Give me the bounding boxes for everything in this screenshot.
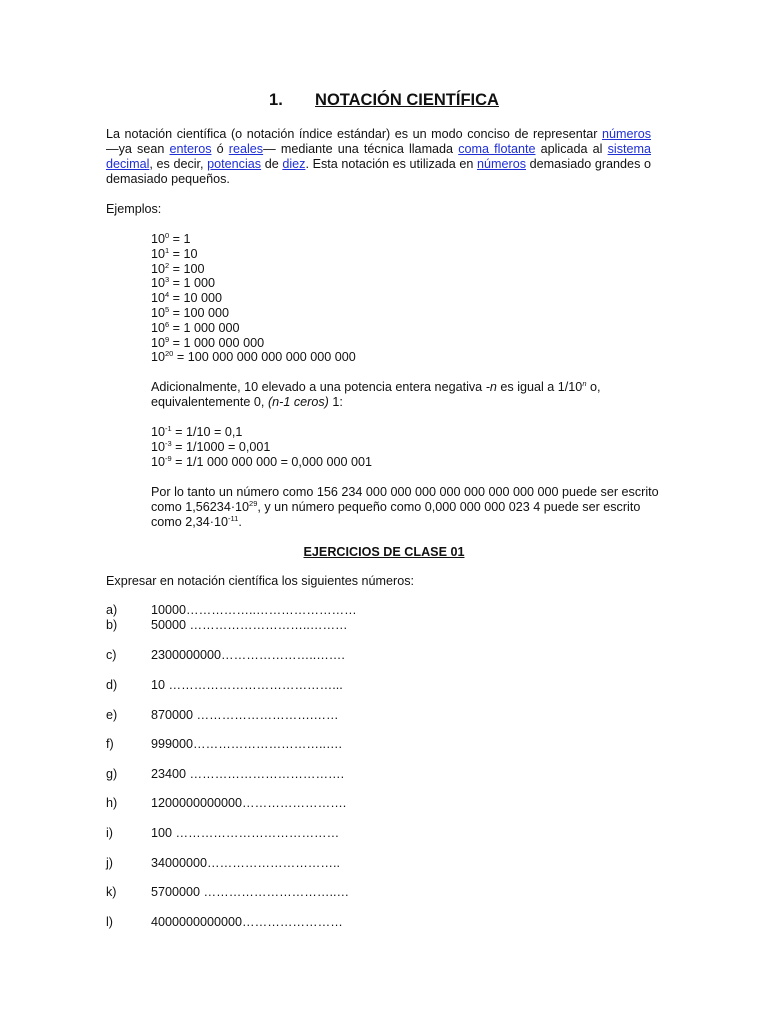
power-exp: 0	[165, 231, 170, 240]
exercise-item	[106, 737, 342, 752]
link-sistema-decimal[interactable]: sistema decimal	[106, 142, 651, 171]
exercise-text: 4000000000000……………………	[151, 915, 343, 929]
intro-text: de	[261, 157, 283, 171]
power-exp: 2	[165, 260, 170, 270]
power-base: 10	[151, 305, 166, 320]
exercise-text: 2300000000…………………..…….	[151, 648, 345, 662]
power-base: 10	[151, 335, 166, 350]
intro-text: . Esta notación es utilizada en	[305, 157, 477, 171]
intro-text: aplicada al	[535, 142, 608, 156]
power-row	[151, 247, 356, 262]
exercise-text: 5700000 …………………………..…	[151, 885, 350, 899]
exercise-item	[106, 648, 345, 663]
ejercicios-title: EJERCICIOS DE CLASE 01	[303, 545, 465, 559]
power-base: 10	[151, 350, 166, 365]
power-base: 10	[151, 232, 166, 246]
exercise-item	[106, 767, 344, 782]
power-base: 10	[151, 246, 166, 261]
exercise-text: 100 …………………………………	[151, 826, 340, 840]
power-value: = 1/1000 = 0,001	[171, 439, 271, 454]
exercise-label: e)	[106, 708, 118, 722]
exercise-item	[106, 915, 343, 930]
page-title	[0, 90, 768, 110]
link-diez[interactable]: diez	[282, 157, 306, 171]
link-numeros-2[interactable]: números	[477, 157, 526, 171]
adicional-text: o, equivalentemente 0,	[151, 380, 601, 409]
power-value: = 10	[169, 246, 198, 261]
power-value: = 10 000	[169, 291, 223, 306]
link-reales[interactable]: reales	[228, 142, 264, 156]
adicional-n: -n	[485, 380, 497, 394]
power-base: 10	[151, 261, 166, 276]
power-exp: 20	[165, 349, 174, 359]
power-row	[151, 336, 356, 351]
neg-power-row	[151, 440, 372, 455]
power-value: = 1 000 000 000	[169, 335, 265, 350]
powers-list	[151, 232, 356, 365]
power-row	[151, 232, 356, 247]
exercise-label: f)	[106, 737, 114, 751]
power-exp: 5	[165, 304, 170, 314]
exercise-text: 1200000000000…………………….	[151, 796, 347, 810]
power-base: 10	[151, 320, 166, 335]
power-row	[151, 262, 356, 277]
exercise-label: h)	[106, 796, 118, 810]
exercise-text: 23400 ……………………………….	[151, 767, 345, 781]
exercise-text: 10000……………..……………………	[151, 603, 357, 617]
power-base: 10	[151, 276, 166, 291]
negative-powers-list	[151, 425, 372, 469]
adicional-text: 1:	[328, 395, 343, 409]
por-tanto-sup: 29	[249, 499, 258, 508]
adicional-paren: (n-1 ceros)	[267, 395, 329, 409]
exercise-item	[106, 603, 357, 618]
exercise-label: k)	[106, 885, 117, 899]
exercise-text: 10 …………………………………...	[151, 678, 343, 692]
link-enteros[interactable]: enteros	[169, 142, 212, 156]
exercise-label: b)	[106, 618, 118, 632]
exercise-label: j)	[106, 856, 113, 870]
exercise-item	[106, 618, 348, 633]
link-numeros[interactable]: números	[602, 127, 651, 141]
intro-text: — mediante una técnica llamada	[263, 142, 459, 156]
link-potencias[interactable]: potencias	[207, 157, 262, 171]
exercise-item	[106, 796, 346, 811]
exercise-instructions: Expresar en notación científica los siguientes números:	[106, 574, 415, 588]
power-base: 10	[151, 291, 166, 306]
exercise-label: i)	[106, 826, 113, 840]
exercise-text: 870000 ……………………….……	[151, 708, 339, 722]
power-row	[151, 276, 356, 291]
power-exp: -3	[165, 438, 172, 448]
power-exp: -1	[165, 424, 172, 433]
power-value: = 1	[169, 232, 191, 246]
exercise-item	[106, 885, 349, 900]
intro-text: —ya sean	[106, 142, 170, 156]
adicional-sup: n	[582, 379, 587, 388]
power-exp: 3	[165, 275, 170, 285]
title-number: 1.	[269, 91, 283, 109]
power-base: 10	[151, 425, 166, 439]
exercise-label: c)	[106, 648, 117, 662]
por-tanto-sup: -11	[228, 514, 239, 523]
ejemplos-label: Ejemplos:	[106, 202, 162, 216]
neg-power-row	[151, 455, 372, 470]
exercise-text: 34000000…………………………..	[151, 856, 340, 870]
por-tanto-text: , y un número pequeño como 0,000 000 000 023 4 puede ser escrito como 2,34·10	[151, 500, 641, 529]
exercise-item	[106, 826, 339, 841]
power-exp: 4	[165, 290, 170, 300]
adicional-text: Adicionalmente, 10 elevado a una potencia entera negativa	[151, 380, 486, 394]
power-value: = 1/1 000 000 000 = 0,000 000 001	[171, 454, 372, 469]
power-row	[151, 291, 356, 306]
power-value: = 100 000	[169, 305, 230, 320]
power-row	[151, 306, 356, 321]
adicional-text: es igual a 1/10	[496, 380, 583, 394]
power-value: = 100	[169, 261, 205, 276]
adicional-paragraph	[151, 380, 656, 410]
exercise-text: 999000…………………………..….	[151, 737, 343, 751]
power-value: = 1/10 = 0,1	[171, 425, 243, 439]
exercise-item	[106, 678, 343, 693]
intro-text: , es decir,	[149, 157, 208, 171]
intro-text: demasiado grandes o demasiado pequeños.	[106, 157, 651, 186]
intro-text: ó	[211, 142, 229, 156]
power-exp: -9	[165, 453, 172, 463]
power-base: 10	[151, 439, 166, 454]
exercise-label: l)	[106, 915, 113, 929]
exercise-item	[106, 856, 340, 871]
power-base: 10	[151, 454, 166, 469]
power-value: = 100 000 000 000 000 000 000	[173, 350, 356, 365]
exercise-item	[106, 708, 339, 723]
por-tanto-text: Por lo tanto un número como 156 234 000 000 000 000 000 000 000 000 puede ser escrito como 1,56234·10	[151, 485, 659, 514]
power-exp: 1	[165, 245, 170, 255]
por-tanto-text: .	[238, 515, 242, 529]
title-text: NOTACIÓN CIENTÍFICA	[315, 91, 499, 109]
intro-text: La notación científica (o notación índice estándar) es un modo conciso de representar	[106, 127, 602, 141]
exercise-label: d)	[106, 678, 118, 692]
link-coma-flotante[interactable]: coma flotante	[458, 142, 536, 156]
por-tanto-paragraph	[151, 485, 661, 530]
exercise-label: g)	[106, 767, 118, 781]
power-row	[151, 321, 356, 336]
power-value: = 1 000	[169, 276, 216, 291]
power-exp: 6	[165, 319, 170, 329]
exercise-text: 50000 ………………………..………	[151, 618, 348, 632]
intro-paragraph	[106, 127, 651, 187]
neg-power-row	[151, 425, 372, 440]
power-exp: 9	[165, 334, 170, 344]
power-value: = 1 000 000	[169, 320, 240, 335]
power-row	[151, 350, 356, 365]
exercise-label: a)	[106, 603, 118, 617]
